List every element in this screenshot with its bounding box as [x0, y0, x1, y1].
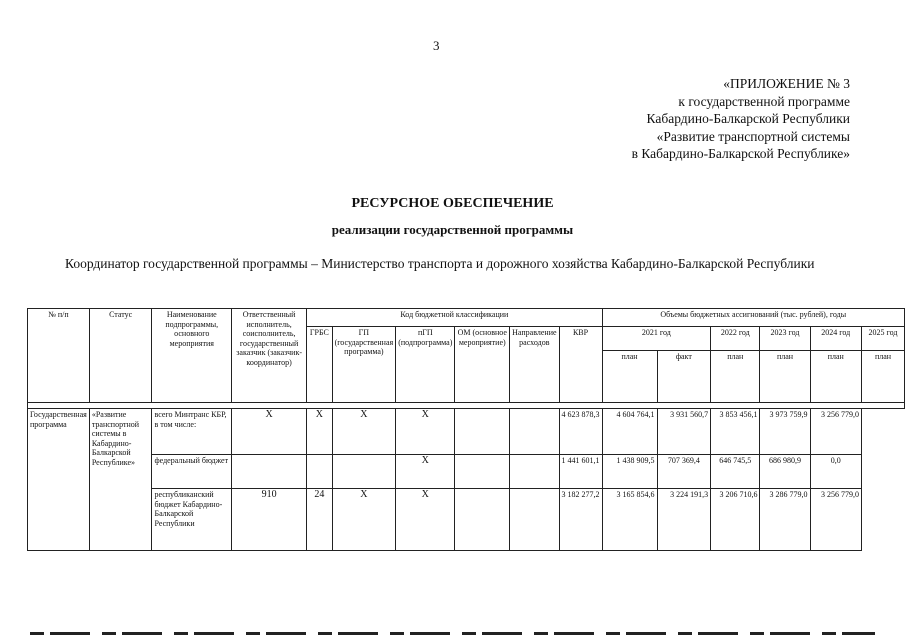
header-direction: Направление расходов: [510, 327, 559, 403]
header-year-2023: 2023 год: [760, 327, 810, 351]
kvr-cell: [510, 409, 559, 455]
header-status: Статус: [89, 309, 152, 403]
header-pgp: пГП (подпрограмма): [396, 327, 455, 403]
header-num: № п/п: [28, 309, 90, 403]
direction-cell: [455, 455, 510, 489]
appendix-line: Кабардино-Балкарской Республики: [646, 111, 850, 126]
header-om: ОМ (основное мероприятие): [455, 327, 510, 403]
grbs-cell: 910: [232, 489, 307, 551]
value-2024-plan: 3 286 779,0: [760, 489, 810, 551]
header-responsible: Ответственный исполнитель, соисполнитель, государственный заказчик (заказчик-координатор): [232, 309, 307, 403]
page-number: 3: [433, 38, 440, 53]
direction-cell: [455, 489, 510, 551]
table-row: [28, 455, 905, 489]
coordinator-text: Координатор государственной программы – Министерство транспорта и дорожного хозяйства Кабардино-Балкарской Республики: [65, 256, 815, 271]
appendix-line: «ПРИЛОЖЕНИЕ № 3: [723, 76, 850, 91]
kvr-cell: [510, 455, 559, 489]
om-cell: Х: [396, 409, 455, 455]
header-plan: план: [711, 351, 760, 403]
value-2022-plan: 707 369,4: [657, 455, 711, 489]
scan-artifact-line: [30, 632, 875, 635]
value-2021-plan: 1 441 601,1: [559, 455, 602, 489]
gp-cell: 24: [307, 489, 332, 551]
header-plan: план: [862, 351, 905, 403]
header-volumes: Объемы бюджетных ассигнований (тыс. рублей), годы: [602, 309, 904, 327]
value-2023-plan: 646 745,5: [711, 455, 760, 489]
header-plan: план: [810, 351, 861, 403]
program-name-cell: «Развитие транспортной системы в Кабардино-Балкарской Республике»: [89, 409, 152, 551]
value-2023-plan: 3 853 456,1: [711, 409, 760, 455]
value-2021-plan: 4 623 878,3: [559, 409, 602, 455]
value-2022-plan: 3 224 191,3: [657, 489, 711, 551]
header-grbs: ГРБС: [307, 327, 332, 403]
appendix-header: [530, 75, 850, 163]
header-year-2022: 2022 год: [711, 327, 760, 351]
gp-cell: Х: [307, 409, 332, 455]
grbs-cell: Х: [232, 409, 307, 455]
value-2025-plan: 3 256 779,0: [810, 409, 861, 455]
header-year-2025: 2025 год: [862, 327, 905, 351]
om-cell: Х: [396, 455, 455, 489]
appendix-line: «Развитие транспортной системы: [656, 128, 850, 144]
value-2021-fact: 4 604 764,1: [602, 409, 657, 455]
header-plan: план: [760, 351, 810, 403]
responsible-cell: федеральный бюджет: [152, 455, 232, 489]
kvr-cell: [510, 489, 559, 551]
pgp-cell: Х: [332, 489, 396, 551]
header-year-2024: 2024 год: [810, 327, 861, 351]
header-fact: факт: [657, 351, 711, 403]
header-plan: план: [602, 351, 657, 403]
value-2024-plan: 686 980,9: [760, 455, 810, 489]
responsible-cell: республиканский бюджет Кабардино-Балкарской Республики: [152, 489, 232, 551]
header-year-2021: 2021 год: [602, 327, 711, 351]
document-subtitle: реализации государственной программы: [331, 222, 574, 237]
value-2022-plan: 3 931 560,7: [657, 409, 711, 455]
value-2021-fact: 3 165 854,6: [602, 489, 657, 551]
value-2023-plan: 3 206 710,6: [711, 489, 760, 551]
value-2021-fact: 1 438 909,5: [602, 455, 657, 489]
header-bcc: Код бюджетной классификации: [307, 309, 602, 327]
status-cell: Государственная программа: [28, 409, 90, 551]
table-row: [28, 409, 905, 455]
resource-table: [27, 308, 905, 551]
value-2024-plan: 3 973 759,9: [760, 409, 810, 455]
pgp-cell: Х: [332, 409, 396, 455]
om-cell: Х: [396, 489, 455, 551]
value-2021-plan: 3 182 277,2: [559, 489, 602, 551]
document-title: РЕСУРСНОЕ ОБЕСПЕЧЕНИЕ: [351, 196, 554, 211]
header-kvr: КВР: [559, 327, 602, 403]
direction-cell: [455, 409, 510, 455]
value-2025-plan: 3 256 779,0: [810, 489, 861, 551]
grbs-cell: [232, 455, 307, 489]
value-2025-plan: 0,0: [810, 455, 861, 489]
appendix-line: к государственной программе: [678, 93, 850, 109]
appendix-line: в Кабардино-Балкарской Республике»: [631, 146, 850, 161]
header-gp: ГП (государственная программа): [332, 327, 396, 403]
table-row: [28, 489, 905, 551]
header-name: Наименование подпрограммы, основного мероприятия: [152, 309, 232, 403]
gp-cell: [307, 455, 332, 489]
responsible-cell: всего Минтранс КБР, в том числе:: [152, 409, 232, 455]
pgp-cell: [332, 455, 396, 489]
